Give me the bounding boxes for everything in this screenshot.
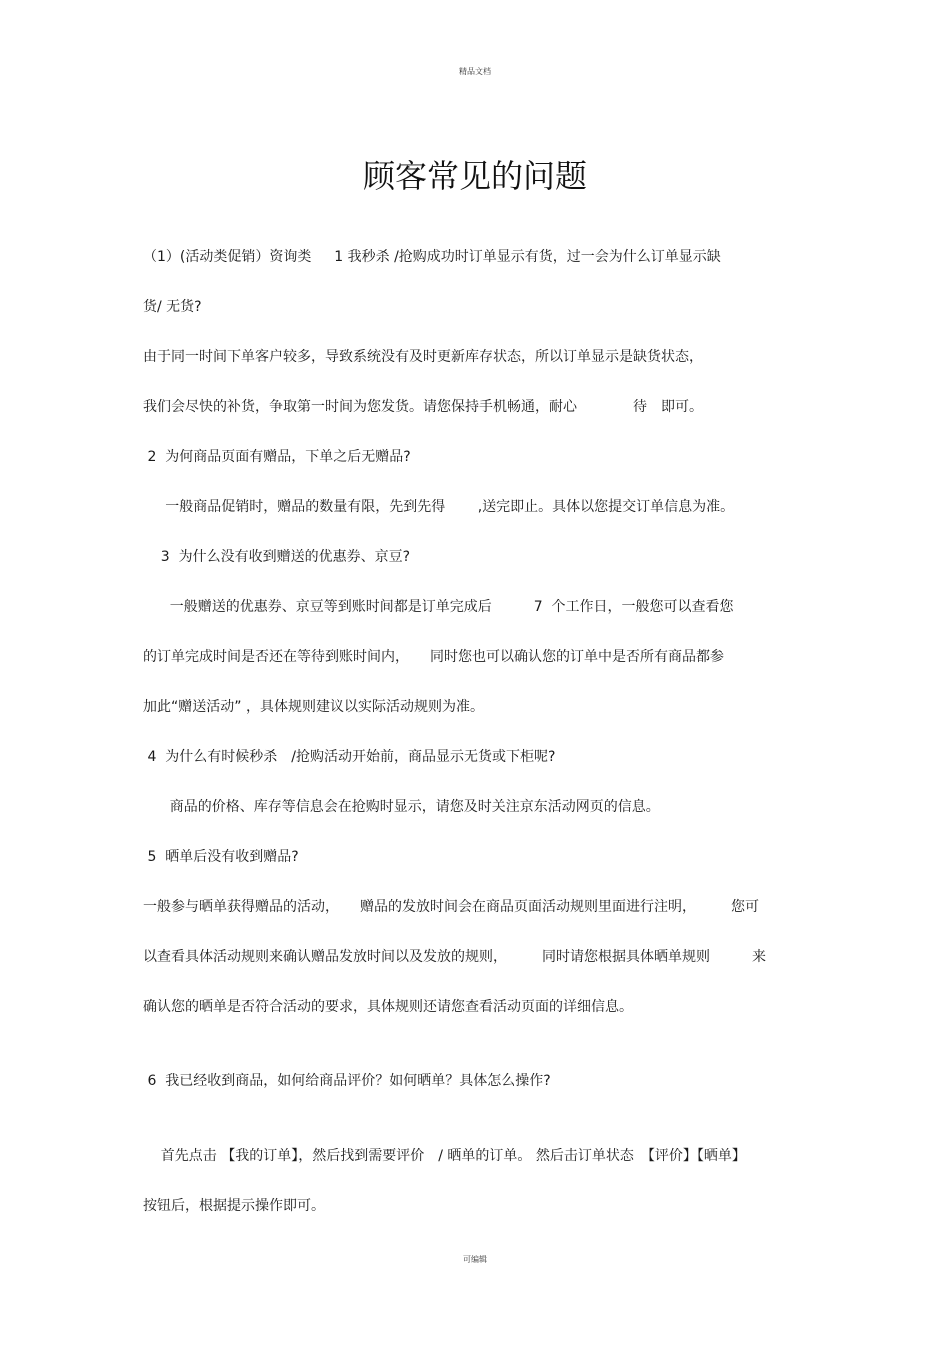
answer-line: 一般参与晒单获得赠品的活动， 赠品的发放时间会在商品页面活动规则里面进行注明， 您可 xyxy=(143,899,759,915)
answer-line: 的订单完成时间是否还在等待到账时间内， 同时您也可以确认您的订单中是否所有商品都参 xyxy=(143,649,724,665)
answer-line: 按钮后，根据提示操作即可。 xyxy=(143,1198,325,1214)
answer-line: 确认您的晒单是否符合活动的要求，具体规则还请您查看活动页面的详细信息。 xyxy=(143,999,633,1015)
footer-note: 可编辑 xyxy=(463,1255,487,1264)
text-line: 由于同一时间下单客户较多，导致系统没有及时更新库存状态，所以订单显示是缺货状态， xyxy=(143,349,703,365)
answer-line: 商品的价格、库存等信息会在抢购时显示，请您及时关注京东活动网页的信息。 xyxy=(143,799,660,815)
answer-line: 首先点击 【我的订单】，然后找到需要评价 / 晒单的订单。 然后击订单状态 【评价】【晒单】 xyxy=(143,1148,746,1164)
page-title: 顾客常见的问题 xyxy=(362,157,587,195)
question-line: 5 晒单后没有收到赠品? xyxy=(143,849,299,865)
text-line: 我们会尽快的补货，争取第一时间为您发货。请您保持手机畅通，耐心 待 即可。 xyxy=(143,399,703,415)
header-note: 精品文档 xyxy=(459,67,491,76)
answer-line: 一般商品促销时，赠品的数量有限，先到先得 ,送完即止。具体以您提交订单信息为准。 xyxy=(143,499,735,515)
question-line: 3 为什么没有收到赠送的优惠券、京豆? xyxy=(143,549,411,565)
answer-line: 加此“赠送活动” ，具体规则建议以实际活动规则为准。 xyxy=(143,699,484,715)
text-line: （1）(活动类促销）资询类 1 我秒杀 /抢购成功时订单显示有货，过一会为什么订单显示缺 xyxy=(143,249,721,265)
question-line: 2 为何商品页面有赠品，下单之后无赠品? xyxy=(143,449,411,465)
answer-line: 以查看具体活动规则来确认赠品发放时间以及发放的规则， 同时请您根据具体晒单规则 来 xyxy=(143,949,766,965)
text-line: 货/ 无货? xyxy=(143,299,202,315)
question-line: 6 我已经收到商品，如何给商品评价？如何晒单？具体怎么操作? xyxy=(143,1073,551,1089)
answer-line: 一般赠送的优惠券、京豆等到账时间都是订单完成后 7 个工作日，一般您可以查看您 xyxy=(143,599,734,615)
question-line: 4 为什么有时候秒杀 /抢购活动开始前，商品显示无货或下柜呢? xyxy=(143,749,556,765)
